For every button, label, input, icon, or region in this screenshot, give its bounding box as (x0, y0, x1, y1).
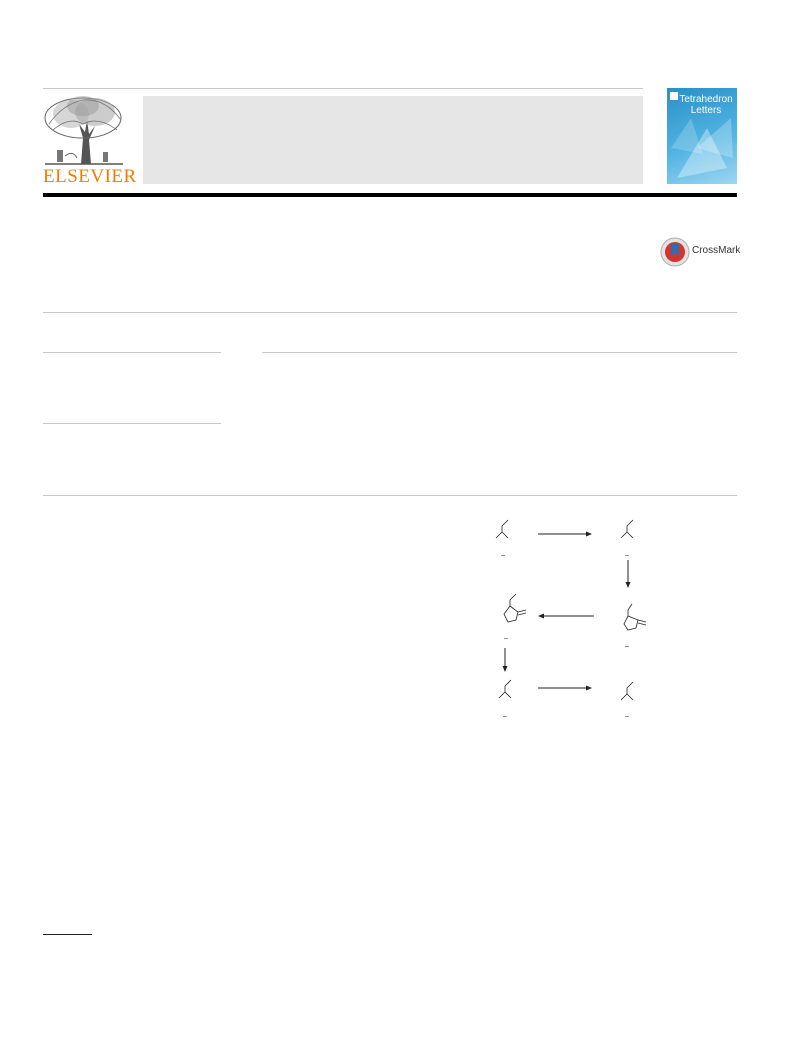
footnote-rule (43, 934, 92, 935)
arrow-2-to-3 (626, 560, 631, 588)
arrow-5-to-6 (538, 686, 592, 691)
elsevier-logo (43, 94, 137, 187)
compound-3-structure (624, 604, 646, 630)
compound-1-label: – (501, 552, 505, 559)
compound-2-label: – (625, 552, 629, 559)
body-top-rule (43, 495, 737, 496)
article-info-top-rule (43, 312, 737, 313)
compound-4-structure (504, 594, 526, 622)
abstract-rule (262, 352, 737, 353)
compound-6-structure (621, 682, 633, 700)
arrow-1-to-2 (538, 532, 592, 537)
compound-5-label: – (503, 713, 507, 720)
crossmark-label: CrossMark (692, 245, 741, 256)
journal-cover (667, 88, 737, 184)
compound-2-structure (621, 520, 633, 538)
cover-title-line1: Tetrahedron (679, 94, 733, 105)
cover-title-line2: Letters (690, 105, 722, 116)
article-info-left-rule (43, 352, 221, 353)
compound-3-label: – (625, 643, 629, 650)
tree-icon (43, 94, 125, 166)
reaction-scheme (480, 510, 670, 730)
top-rule (43, 88, 643, 89)
crossmark-badge[interactable] (660, 237, 742, 267)
elsevier-wordmark: ELSEVIER (43, 166, 137, 187)
cover-graphic-icon (667, 88, 737, 184)
journal-header-band (143, 96, 643, 184)
compound-5-structure (499, 680, 511, 698)
compound-4-label: – (504, 635, 508, 642)
arrow-4-to-5 (503, 648, 508, 672)
header-thick-rule (43, 193, 737, 197)
arrow-3-to-4 (538, 614, 594, 619)
compound-6-label: – (625, 713, 629, 720)
compound-1-structure (496, 520, 508, 538)
keywords-rule (43, 423, 221, 424)
crossmark-icon (660, 237, 690, 267)
